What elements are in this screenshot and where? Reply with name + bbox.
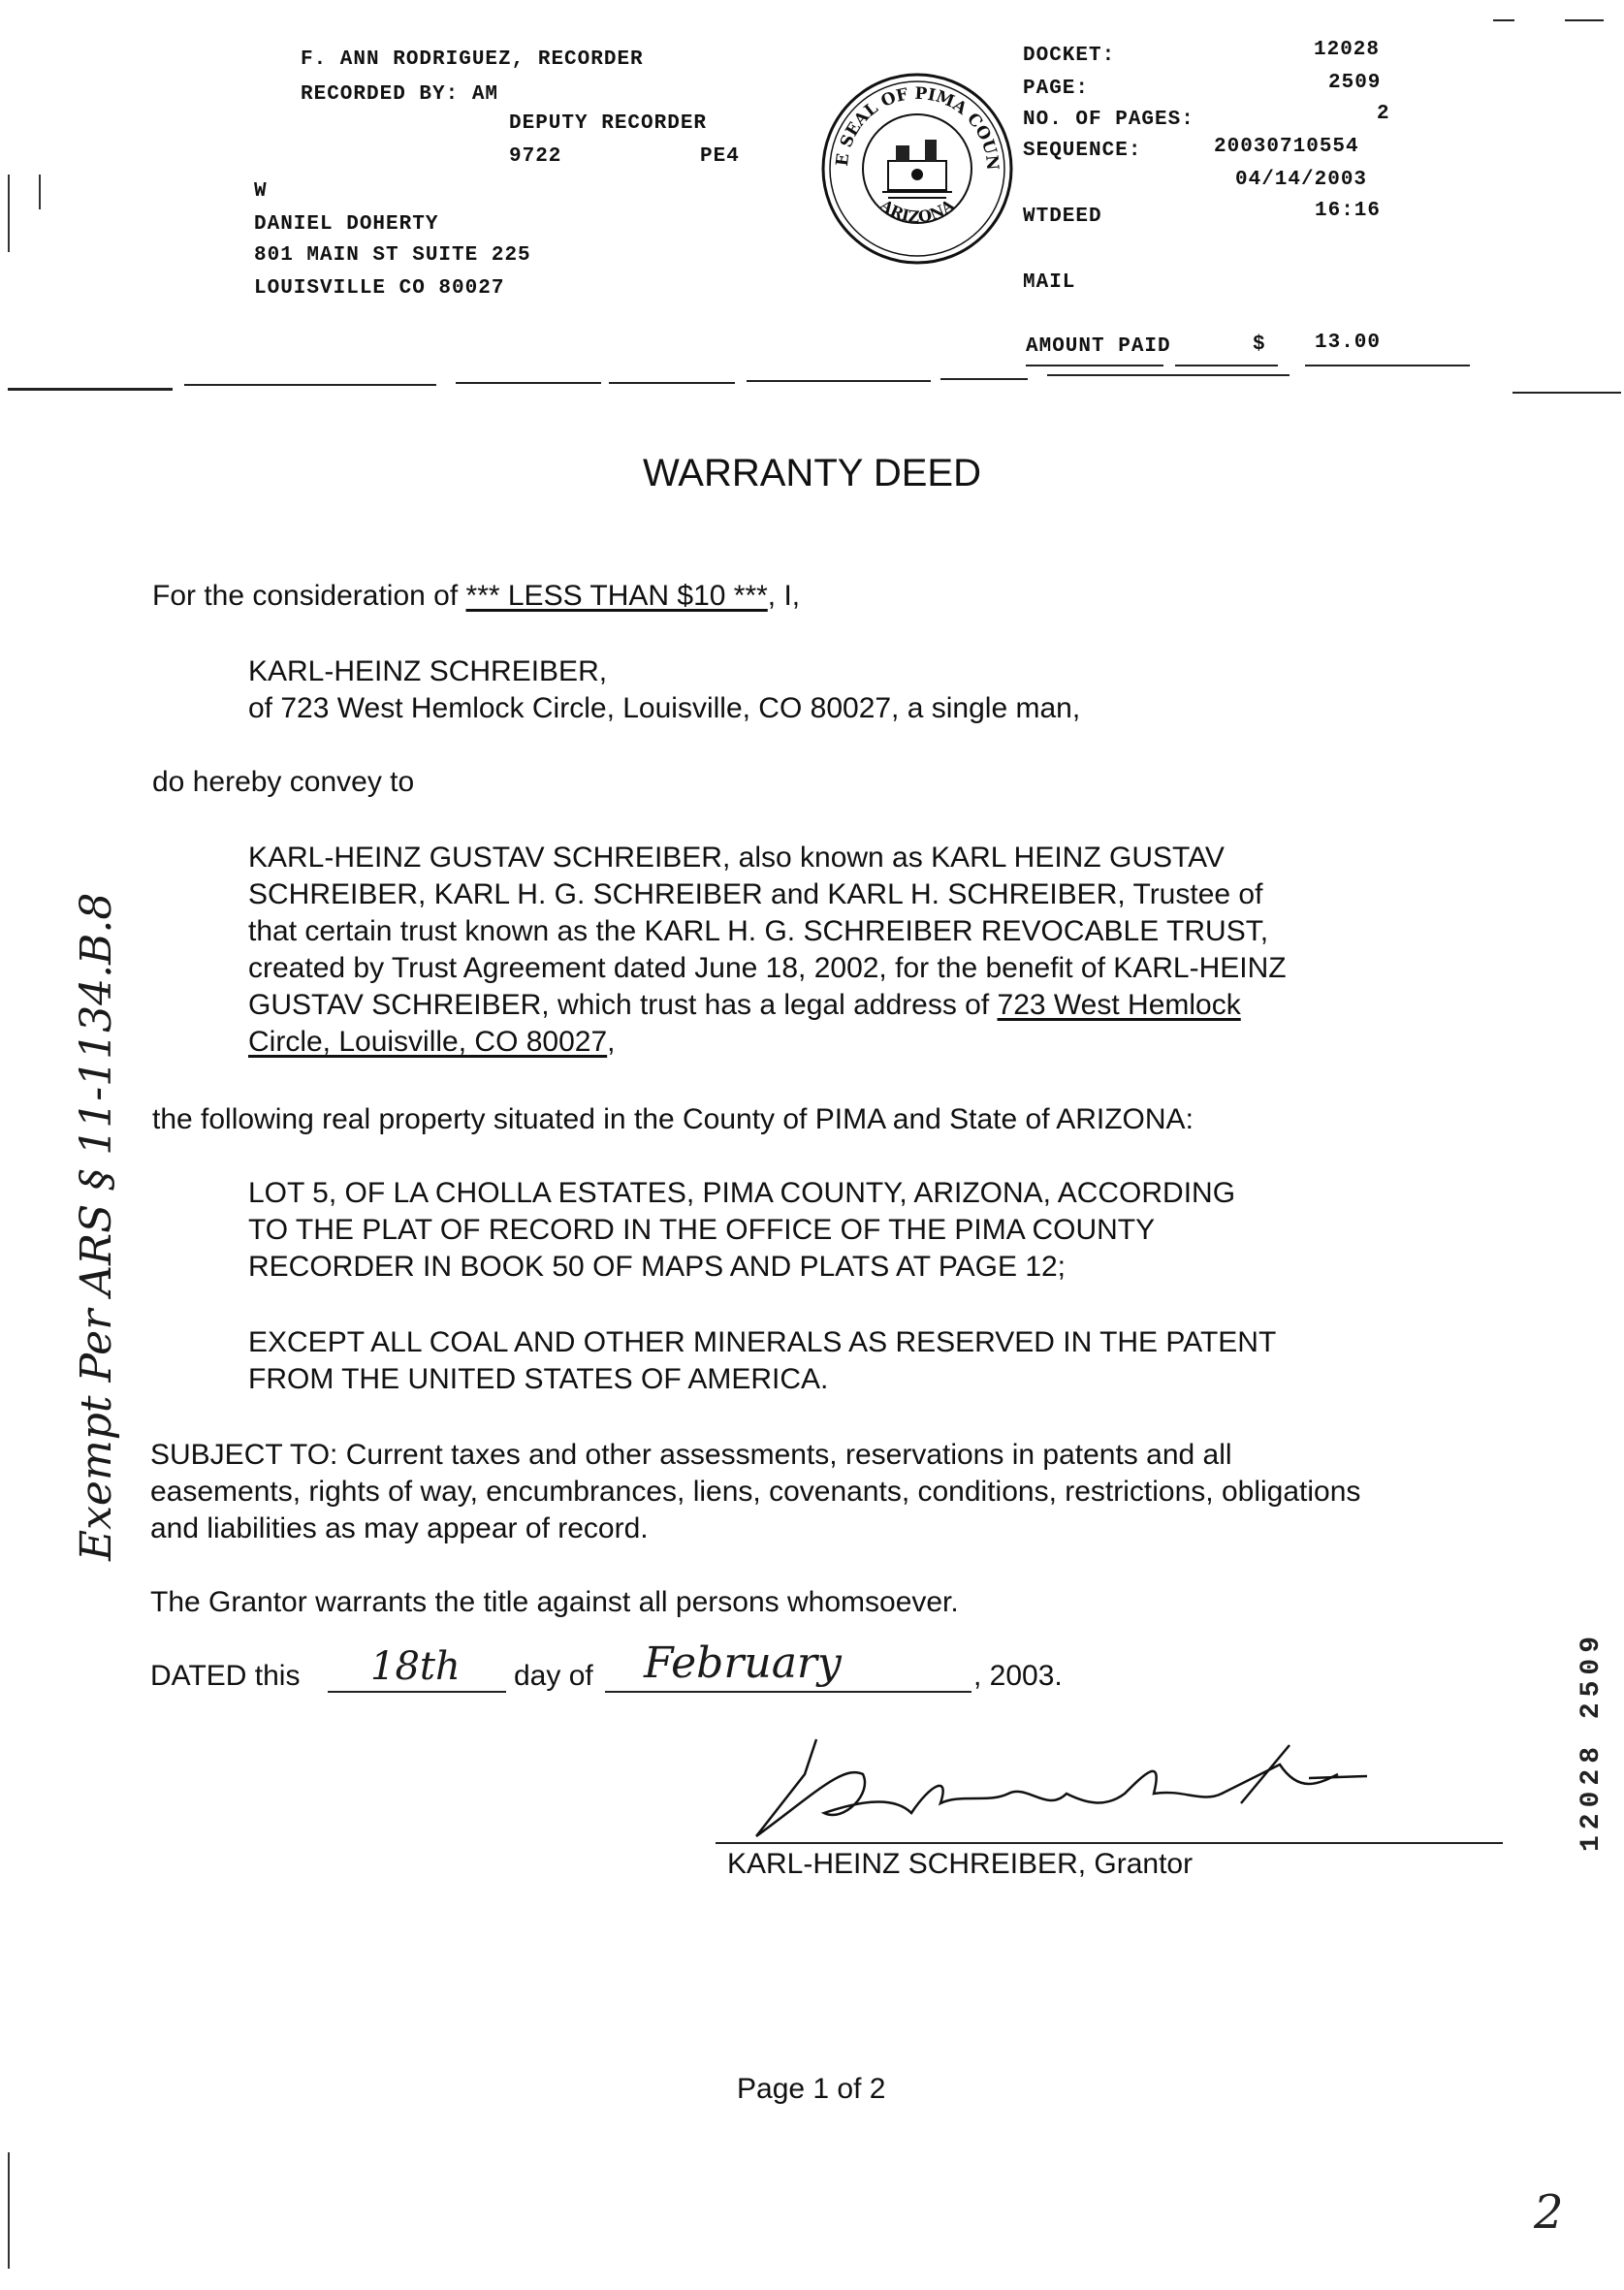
dated-day-of: day of [514, 1660, 593, 1692]
grantor-signature [698, 1735, 1377, 1852]
consideration-amount: *** LESS THAN $10 *** [465, 580, 768, 612]
amount-label: AMOUNT PAID [1026, 335, 1171, 358]
exception-line: FROM THE UNITED STATES OF AMERICA. [248, 1363, 829, 1395]
trust-address-cont: Circle, Louisville, CO 80027 [248, 1026, 608, 1058]
scan-edge-mark [39, 175, 41, 209]
recorder-code-2: PE4 [700, 145, 740, 168]
scan-edge-mark [8, 2152, 10, 2269]
return-address-1: 801 MAIN ST SUITE 225 [254, 244, 531, 267]
return-name: DANIEL DOHERTY [254, 213, 439, 236]
pages-value: 2 [1377, 103, 1390, 125]
day-blank [328, 1691, 506, 1693]
header-rule [1047, 374, 1290, 376]
grantee-line: that certain trust known as the KARL H. G. SCHREIBER REVOCABLE TRUST, [248, 915, 1269, 947]
exemption-handwritten-note: Exempt Per ARS § 11-1134.B.8 [72, 892, 121, 1561]
page-label: PAGE: [1023, 78, 1090, 100]
grantee-line [248, 1024, 616, 1061]
month-blank [605, 1691, 971, 1693]
subject-to-line: and liabilities as may appear of record. [150, 1512, 649, 1544]
consideration-suffix: , I, [767, 580, 801, 612]
grantor-address: of 723 West Hemlock Circle, Louisville, CO 80027, a single man, [248, 692, 1081, 724]
signature-icon [698, 1735, 1377, 1852]
header-rule [1305, 365, 1470, 366]
scan-edge-mark [8, 175, 10, 252]
dated-month-handwritten: February [644, 1638, 842, 1688]
grantee-line: created by Trust Agreement dated June 18, 2002, for the benefit of KARL-HEINZ [248, 952, 1287, 984]
sequence-label: SEQUENCE: [1023, 140, 1142, 162]
county-seal [820, 72, 1014, 266]
return-address-2: LOUISVILLE CO 80027 [254, 277, 505, 300]
consideration-line [152, 578, 800, 615]
sequence-value: 20030710554 [1214, 136, 1359, 158]
recorded-by: RECORDED BY: AM [301, 83, 499, 106]
seal-icon [820, 72, 1014, 266]
deed-title: WARRANTY DEED [643, 452, 981, 494]
page-footer: Page 1 of 2 [737, 2073, 886, 2105]
pages-label: NO. OF PAGES: [1023, 109, 1194, 131]
amount-currency: $ [1253, 334, 1266, 356]
header-rule [1565, 19, 1604, 21]
header-rule [1026, 365, 1163, 366]
grantee-line-end: , [607, 1026, 616, 1058]
docket-value: 12028 [1314, 39, 1381, 61]
record-date: 04/14/2003 [1235, 169, 1368, 191]
recorder-mark: W [254, 180, 268, 203]
subject-to-line: easements, rights of way, encumbrances, liens, covenants, conditions, restrictions, obligations [150, 1476, 1361, 1508]
document-type: WTDEED [1023, 206, 1102, 228]
vertical-docket-stamp: 12028 2509 [1576, 1630, 1607, 1852]
header-rule [940, 378, 1028, 380]
header-rule [456, 382, 601, 384]
deputy-recorder: DEPUTY RECORDER [509, 112, 708, 135]
grantee-line: SCHREIBER, KARL H. G. SCHREIBER and KARL H. SCHREIBER, Trustee of [248, 878, 1263, 910]
seal-bottom-text: ARIZONA [876, 195, 958, 227]
header-rule [8, 388, 173, 391]
trust-address: 723 West Hemlock [997, 989, 1241, 1021]
legal-description-line: TO THE PLAT OF RECORD IN THE OFFICE OF THE PIMA COUNTY [248, 1214, 1156, 1246]
property-intro: the following real property situated in the County of PIMA and State of ARIZONA: [152, 1103, 1194, 1135]
header-rule [184, 384, 436, 386]
warranty-clause: The Grantor warrants the title against all persons whomsoever. [150, 1586, 959, 1618]
header-rule [1175, 365, 1278, 366]
record-time: 16:16 [1315, 200, 1382, 222]
signer-caption: KARL-HEINZ SCHREIBER, Grantor [727, 1848, 1194, 1880]
subject-to-line: SUBJECT TO: Current taxes and other assessments, reservations in patents and all [150, 1439, 1232, 1471]
convey-clause: do hereby convey to [152, 766, 415, 798]
handwritten-page-mark: 2 [1534, 2185, 1564, 2240]
header-rule [1513, 392, 1621, 394]
legal-description-line: RECORDER IN BOOK 50 OF MAPS AND PLATS AT PAGE 12; [248, 1251, 1067, 1283]
grantor-name: KARL-HEINZ SCHREIBER, [248, 655, 608, 687]
dated-year: , 2003. [973, 1660, 1063, 1692]
seal-top-text: E SEAL OF PIMA COUN [832, 83, 1003, 172]
header-rule [609, 382, 735, 384]
header-rule [1493, 19, 1514, 21]
signature-line [716, 1842, 1503, 1844]
grantee-line-text: GUSTAV SCHREIBER, which trust has a legal address of [248, 989, 998, 1021]
recorder-name: F. ANN RODRIGUEZ, RECORDER [301, 48, 644, 71]
recorder-code-1: 9722 [509, 145, 562, 168]
page-value: 2509 [1328, 72, 1382, 94]
grantee-line: KARL-HEINZ GUSTAV SCHREIBER, also known as KARL HEINZ GUSTAV [248, 842, 1225, 874]
grantee-line [248, 987, 1241, 1024]
svg-text:ARIZONA [876, 195, 958, 226]
amount-value: 13.00 [1315, 332, 1382, 354]
dated-day-handwritten: 18th [370, 1644, 461, 1689]
legal-description-line: LOT 5, OF LA CHOLLA ESTATES, PIMA COUNTY, ARIZONA, ACCORDING [248, 1177, 1236, 1209]
svg-text:THE SEAL OF PIMA COUNTY [820, 72, 1002, 171]
mail-flag: MAIL [1023, 271, 1076, 294]
exception-line: EXCEPT ALL COAL AND OTHER MINERALS AS RESERVED IN THE PATENT [248, 1326, 1277, 1358]
header-rule [747, 380, 931, 382]
docket-label: DOCKET: [1023, 45, 1116, 67]
dated-label: DATED this [150, 1660, 301, 1692]
consideration-prefix: For the consideration of [152, 580, 466, 612]
